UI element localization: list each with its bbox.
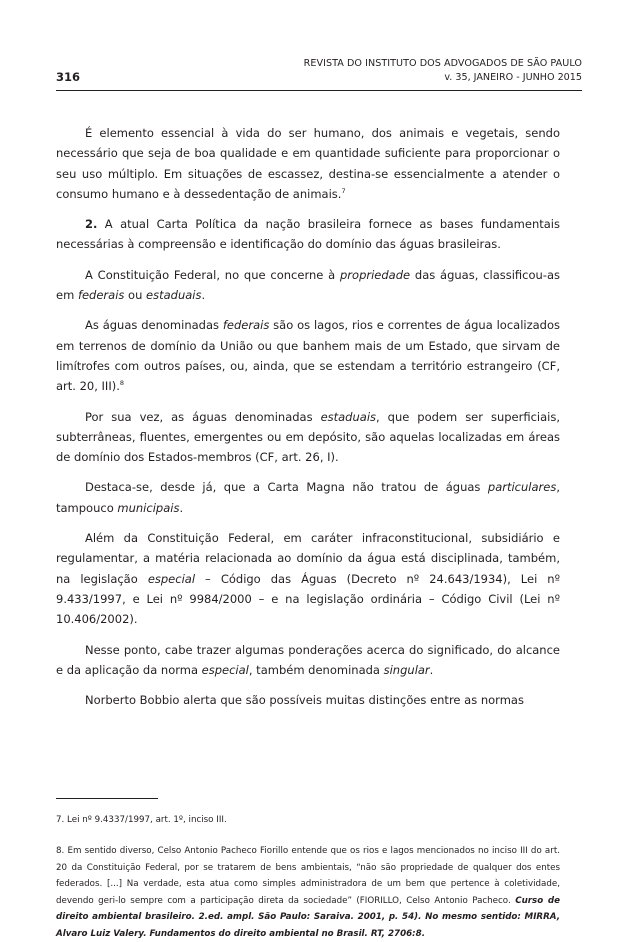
text-run: . bbox=[429, 662, 434, 677]
journal-title: REVISTA DO INSTITUTO DOS ADVOGADOS DE SÃO PAULO bbox=[303, 58, 582, 69]
italic-text: especial bbox=[201, 662, 249, 677]
footnote-ref: 8 bbox=[119, 379, 124, 388]
section-number: 2. bbox=[85, 217, 98, 232]
text-run: As águas denominadas bbox=[85, 318, 223, 333]
body-paragraph bbox=[56, 690, 560, 710]
text-run: das águas, classificou-as em bbox=[56, 267, 561, 303]
footnote-separator bbox=[56, 798, 158, 799]
article-body bbox=[56, 123, 560, 720]
italic-text: particulares bbox=[487, 480, 557, 495]
text-run: , que podem ser superficiais, subterrâneas, fluentes, emergentes ou em depósito, são aquelas localizadas em áreas de domínio dos Estados-membros (CF, art. 26, I). bbox=[56, 409, 560, 465]
body-paragraph bbox=[56, 407, 560, 468]
text-run: , tampouco bbox=[56, 480, 560, 515]
text-run: ou bbox=[124, 288, 147, 303]
text-run: Além da Constituição Federal, em caráter infraconstitucional, subsidiário e regulamentar, a matéria relacionada ao domínio da água está disciplinada, também, na legislação bbox=[56, 531, 560, 586]
text-run: – Código das Águas (Decreto nº 24.643/1934), Lei nº 9.433/1997, e Lei nº 9984/2000 – e na legislação ordinária – Código Civil (Lei nº 10.406/2002). bbox=[56, 571, 561, 627]
italic-text: estaduais bbox=[320, 409, 377, 424]
citation-text: Curso de direito ambiental brasileiro. 2.ed. ampl. São Paulo: Saraiva. 2001, p. 54). No mesmo sentido: MIRRA, Alvaro Luiz Valery. Fundamentos do direito ambiental no Brasil. RT, 2706:8. bbox=[56, 895, 561, 939]
body-paragraph bbox=[56, 315, 560, 396]
footnote bbox=[56, 812, 560, 829]
issue-info: v. 35, JANEIRO - JUNHO 2015 bbox=[444, 72, 582, 83]
italic-text: estaduais bbox=[146, 288, 202, 303]
text-run: são os lagos, rios e correntes de água localizados em terrenos de domínio da União ou que banhem mais de um Estado, que sirvam de limítrofes com outros países, ou, ainda, que se estendam a território estrangeiro (CF, art. 20, III). bbox=[56, 318, 560, 394]
page-header bbox=[56, 58, 582, 91]
italic-text: singular bbox=[383, 662, 430, 677]
italic-text: municipais bbox=[117, 500, 180, 515]
text-run: Norberto Bobbio alerta que são possíveis muitas distinções entre as normas bbox=[85, 693, 524, 708]
italic-text: especial bbox=[147, 571, 196, 586]
text-run: Por sua vez, as águas denominadas bbox=[85, 409, 321, 424]
text-run: A atual Carta Política da nação brasileira fornece as bases fundamentais necessárias à compreensão e identificação do domínio das águas brasileiras. bbox=[56, 217, 560, 252]
text-run: 8. Em sentido diverso, Celso Antonio Pacheco Fiorillo entende que os rios e lagos mencionados no inciso III do art. 20 da Constituição Federal, por se tratarem de bens ambientais, “não são propriedade de qualquer dos entes federados. [...] Na verdade, esta atua como simples administradora de um bem que pertence à coletividade, devendo geri-lo sempre com a participação direta da sociedade” (FIORILLO, Celso Antonio Pacheco. bbox=[56, 846, 560, 906]
text-run: Destaca-se, desde já, que a Carta Magna não tratou de águas bbox=[85, 480, 488, 495]
body-paragraph bbox=[56, 477, 560, 518]
text-run: Nesse ponto, cabe trazer algumas ponderações acerca do significado, do alcance e da aplicação da norma bbox=[56, 642, 560, 677]
text-run: . bbox=[201, 288, 206, 303]
text-run: , também denominada bbox=[248, 662, 384, 677]
footnote-ref: 7 bbox=[341, 187, 346, 196]
body-paragraph bbox=[56, 640, 560, 681]
footnote bbox=[56, 843, 560, 942]
page-number: 316 bbox=[56, 70, 81, 84]
italic-text: federais bbox=[222, 318, 270, 333]
body-paragraph bbox=[56, 265, 560, 306]
text-run: É elemento essencial à vida do ser humano, dos animais e vegetais, sendo necessário que seja de boa qualidade e em quantidade suficiente para proporcionar o seu uso múltiplo. Em situações de escassez, destina-se essencialmente a atender o consumo humano e à dessedentação de animais. bbox=[56, 126, 560, 201]
italic-text: propriedade bbox=[340, 267, 411, 282]
body-paragraph bbox=[56, 123, 560, 204]
text-run: 7. Lei nº 9.4337/1997, art. 1º, inciso III. bbox=[56, 815, 227, 825]
body-paragraph bbox=[56, 214, 560, 255]
text-run: A Constituição Federal, no que concerne à bbox=[85, 267, 340, 282]
italic-text: federais bbox=[77, 288, 125, 303]
body-paragraph bbox=[56, 528, 560, 629]
text-run: . bbox=[179, 500, 184, 515]
